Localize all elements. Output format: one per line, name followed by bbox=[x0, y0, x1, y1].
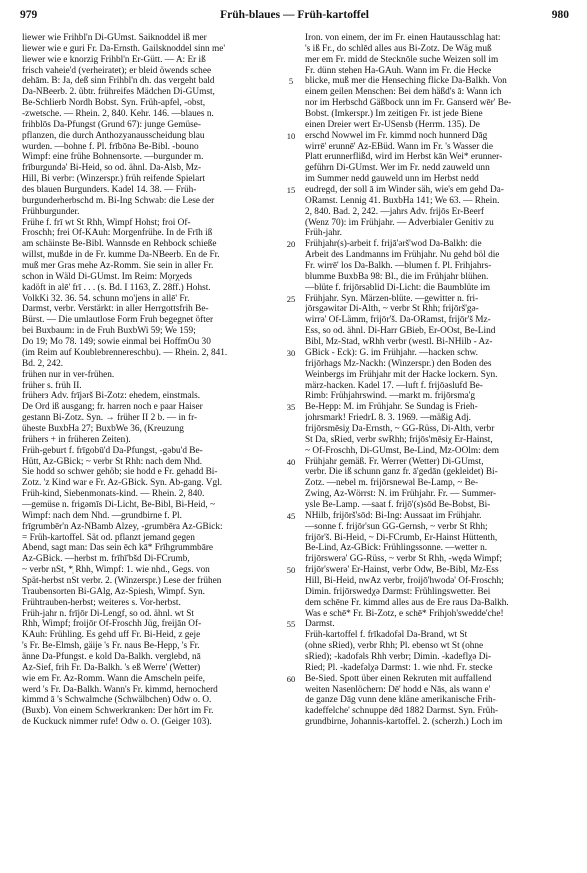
text-line: Be-Hepp: M. im Frühjahr. Se Sundag is Frieh- bbox=[305, 402, 478, 413]
text-line: verbr. Die iß schunn ganz fr. ā'gedān (gekleidet) Bi- bbox=[305, 467, 498, 478]
text-line: Az-Sief, frih Fr. Da-Balkh. 's eß Werre' (Wetter) bbox=[22, 662, 201, 673]
text-line: Abend, sagt man: Das sein ēch kā* Frīhgrummbāre bbox=[22, 543, 214, 554]
text-line: am schäinste Be-Bibl. Wannsde en Rehbock schieße bbox=[22, 239, 217, 250]
text-line: Traubensorten Bi-GAlg, Az-Spiesh, Wimpf. Syn. bbox=[22, 586, 205, 597]
text-line: (ohne sRied), verbr Rhh; Pl. ebenso wt St (ohne bbox=[305, 641, 484, 652]
text-line: Bobst. (Imkerspr.) Im zeitigen Fr. ist jede Biene bbox=[305, 109, 483, 120]
text-line: de ganze Dāg vunn dene kläne amerikanische Frih- bbox=[305, 695, 496, 706]
text-line: frijōr'š. Bi-Heid, ~ Di-FCrumb, Er-Hainst Hüttenth, bbox=[305, 532, 498, 543]
text-line: wie em Fr. Az-Romm. Wann die Amscheln peife, bbox=[22, 673, 205, 684]
text-line: Fr. wirrē' los Da-Balkh. —blumen f. Pl. Frihjahrs- bbox=[305, 261, 492, 272]
text-line: erschd Nowwel im Fr. kimmd noch hunnerd Dāg bbox=[305, 130, 488, 141]
text-line: Az-GBick. —herbst m. frīhī'bšd Di-FCrumb, bbox=[22, 554, 190, 565]
left-column bbox=[22, 33, 286, 728]
text-line: Be-Schlierb Nordh Bobst. Syn. Früh-apfel, -obst, bbox=[22, 98, 206, 109]
text-line: eudregd, der soll ā im Winder säh, wie's em gehd Da- bbox=[305, 185, 504, 196]
text-line: Früh-kind, Siebenmonats-kind. — Rhein. 2, 840. bbox=[22, 489, 205, 500]
text-line: Fr. dünn stehen Ha-GAuh. Wann im Fr. die Hecke bbox=[305, 65, 492, 76]
text-line: frihblōs Da-Pfungst (Grund 67): junge Gemüse- bbox=[22, 119, 201, 130]
text-line: bei Buxbaum: in de Fruh BuxbWi 59; We 159; bbox=[22, 326, 196, 337]
line-number: 30 bbox=[286, 347, 296, 358]
text-line: Früh-geburt f. frīgobū'd Da-Pfungst, -gəbu'd Be- bbox=[22, 445, 203, 456]
text-line: Weinbergs im Frühjahr mit der Hacke lockern. Syn. bbox=[305, 369, 498, 380]
text-line: Darmst, verbr. Verstärkt: in aller Herrgottsfrih Be- bbox=[22, 304, 209, 315]
text-line: kadöft in alē' frī . . . (s. Bd. I 1163, Z. 28ff.) Hohst. bbox=[22, 282, 211, 293]
text-line: wurden. —bohne f. Pl. frībōnə Be-Bibl. -bouno bbox=[22, 141, 199, 152]
text-line: Spät-herbst nSt verbr. 2. (Winzerspr.) Lese der frühen bbox=[22, 575, 222, 586]
text-line: pflanzen, die durch Anthozyanausscheidung blau bbox=[22, 130, 205, 141]
text-line: Frühjahr. Syn. Märzen-blüte. —gewitter n. fri- bbox=[305, 293, 479, 304]
text-line: KAuh: Frühling. Es gehd uff Fr. Bi-Heid, z geje bbox=[22, 630, 201, 641]
line-number: 35 bbox=[286, 402, 296, 413]
text-line: —blüte f. frijōrsəblid Di-Licht: die Baumblüte im bbox=[305, 282, 491, 293]
text-line: frijōrsmēsiχ Da-Ernsth, ~ GG-Rüss, Di-Alth, verbr bbox=[305, 423, 495, 434]
text-line: frīgrumbēr'n Az-NBamb Alzey, -grumbēra Az-GBick: bbox=[22, 521, 223, 532]
text-line: frijōr'swerə' Er-Hainst, verbr Odw, Be-Bibl, Mz-Ess bbox=[305, 565, 499, 576]
text-line: kadeffelche' schnuppe dēd 1882 Darmst. Syn. Früh- bbox=[305, 706, 499, 717]
text-line: schon in Wäld Di-GUmst. Im Reim: Mọrχeds bbox=[22, 271, 192, 282]
text-line: einen Dreier wert Er-USensb (Herrm. 135). De bbox=[305, 119, 480, 130]
text-line: frīburgundə' Bi-Heid, so od. ähnl. Da-Alsb, Mz- bbox=[22, 163, 202, 174]
text-line: Frühtrauben-herbst; weiteres s. Vor-herbst. bbox=[22, 597, 181, 608]
text-line: GBick - Eck): G. im Frühjahr. —hacken schw. bbox=[305, 347, 478, 358]
text-line: üheste BuxbHa 27; BuxbWe 36, (Kreuzung bbox=[22, 423, 184, 434]
text-line: Frühjahr gemäß. Fr. Werrer (Wetter) Di-GUmst, bbox=[305, 456, 484, 467]
text-line: ysle Be-Lamp. —saat f. frijō'(s)sōd Be-Bobst, Bi- bbox=[305, 499, 491, 510]
page-header bbox=[20, 9, 569, 25]
running-title: Früh-blaues — Früh-kartoffel bbox=[220, 9, 369, 21]
text-line: Froschh; frei Of-KAuh: Morgenfrühe. In de Frīh iß bbox=[22, 228, 213, 239]
text-line: (Buxb). Von einem Schwerkranken: Der hōrt im Fr. bbox=[22, 706, 214, 717]
text-line: muß mer Gras mehe Az-Romm. Sie sein in aller Fr. bbox=[22, 261, 214, 272]
text-line: 's Fr. Be-Elmsh, gäije 's Fr. naus Be-Hepp, 's Fr. bbox=[22, 641, 200, 652]
text-line: ORamst. Lennig 41. BuxbHa 141; We 63. — Rhein. bbox=[305, 195, 500, 206]
text-line: Hütt, Az-GBick; ~ verbr St Rhh: nach dem Nhd. bbox=[22, 456, 203, 467]
text-line: VolkKi 32. 36. 54. schunn mo'jens in allē' Fr. bbox=[22, 293, 190, 304]
text-line: mer em Fr. midd de Stecknōle suche Weizen soll im bbox=[305, 54, 499, 65]
text-line: änne Da-Pfungst. e kold Da-Balkh. verglebd, nā bbox=[22, 651, 201, 662]
text-line: Sie hodd so schwer gehöb; sie hodd e Fr. gehadd Bi- bbox=[22, 467, 218, 478]
text-line: Zwing, Az-Wörrst: N. im Frühjahr. Fr. — Summer- bbox=[305, 489, 497, 500]
text-line: Hill, Bi verbr: (Winzerspr.) früh reifende Spielart bbox=[22, 174, 205, 185]
line-number: 55 bbox=[286, 619, 296, 630]
text-line: Iron. von einem, der im Fr. einen Hautausschlag hat: bbox=[305, 33, 501, 43]
text-line: johrsmark! FriedrL 8. 3. 1969. —mäßig Adj. bbox=[305, 413, 471, 424]
text-line: ~ Of-Froschh, Di-GUmst, Be-Lind, Mz-OOlm: dem bbox=[305, 445, 500, 456]
text-line: Frühe f. frī wt St Rhh, Wimpf Hohst; froi Of- bbox=[22, 217, 191, 228]
text-line: frijōrswerə' GG-Rüss, ~ verbr St Rhh, -wędə Wimpf; bbox=[305, 554, 502, 565]
text-line: wirrə' Of-Lämm, frijōr'š. Da-ORamst, frijōr'š Mz- bbox=[305, 315, 491, 326]
text-line: Bd. 2, 242. bbox=[22, 358, 64, 369]
text-line: kimmd ā 's Schwalmche (Schwälbchen) Odw o. O. bbox=[22, 695, 212, 706]
text-line: Ess, so od. ähnl. Di-Harr GBieb, Er-OOst, Be-Lind bbox=[305, 326, 496, 337]
line-number: 5 bbox=[288, 76, 294, 87]
text-line: Do 19; Mo 78. 149; sowie einmal bei HoffmOu 30 bbox=[22, 337, 211, 348]
text-line: Zotz. —nebel m. frijōrsnewəl Be-Lamp, ~ Be- bbox=[305, 478, 479, 489]
text-line: 2, 840. Bad. 2, 242. —jahrs Adv. frijōs Er-Beerf bbox=[305, 206, 484, 217]
text-line: -zwetsche. — Rhein. 2, 840. Kehr. 146. —blaues n. bbox=[22, 109, 214, 120]
text-line: geführn Di-GUmst. Wer im Fr. nedd zauweld unn bbox=[305, 163, 490, 174]
text-line: Darmst. bbox=[305, 619, 335, 630]
text-line: —gemüse n. frigəmīs Di-Licht, Be-Bibl, Bi-Heid, ~ bbox=[22, 499, 216, 510]
text-line: frühen nur in ver-frühen. bbox=[22, 369, 115, 380]
text-line: liewer wie e guri Fr. Da-Ernsth. Gailsknoddel sinn me' bbox=[22, 43, 226, 54]
page-number-right: 980 bbox=[551, 9, 569, 21]
text-line: Wimpf: nach dem Nhd. —grundbirne f. Pl. bbox=[22, 510, 182, 521]
text-line: blumme BuxbBa 98: Bl., die im Frühjahr blühen. bbox=[305, 271, 489, 282]
text-line: de Kuckuck nimmer rufe! Odw o. O. (Geiger 103). bbox=[22, 717, 212, 728]
text-line: Was e schē* Fr. Bi-Zotz, e schē* Frihjoh'swedde'che! bbox=[305, 608, 504, 619]
text-line: einem geilen Menschen: Bei dem häßd's ā: Wann ich bbox=[305, 87, 502, 98]
line-number: 50 bbox=[286, 565, 296, 576]
text-line: sRied); -kadofəls Rhh verbr; Dimin. -kadeḟlχə Di- bbox=[305, 651, 492, 662]
text-line: grundbirne, Johannis-kartoffel. 2. (scherzh.) Loch im bbox=[305, 717, 503, 728]
line-number: 60 bbox=[286, 673, 296, 684]
text-line: burgunderherbschd m. Bi-Ing Schwab: die Lese der bbox=[22, 195, 215, 206]
text-line: Hill, Bi-Heid, nwAz verbr, froijō'hwodə' Of-Froschh; bbox=[305, 575, 504, 586]
text-line: Bürst. — Die umlautlose Form Fruh begegnet öfter bbox=[22, 315, 214, 326]
text-line: Wimpf: eine frühe Bohnensorte. —burgunder m. bbox=[22, 152, 204, 163]
text-line: dem schēne Fr. kimmd alles aus de Ēre raus Da-Balkh. bbox=[305, 597, 509, 608]
text-line: frisch vaheie'd (verheiratet); er bleid öwends schee bbox=[22, 65, 212, 76]
text-line: Rhh, Wimpf; froijōr Of-Froschh Jüg, freijān Of- bbox=[22, 619, 202, 630]
text-line: (Wenz 70): im Frühjahr. — Adverbialer Genitiv zu bbox=[305, 217, 494, 228]
text-line: dehām. B: Ja, deß sinn Frihbl'n dh. das vergeht bald bbox=[22, 76, 215, 87]
text-line: De Ord iß ausgang; fr. harren noch e paar Haiser bbox=[22, 402, 203, 413]
text-line: früher s. früh II. bbox=[22, 380, 82, 391]
right-column bbox=[305, 33, 570, 728]
text-line: früherз Adv. frījərš Bi-Zotz: ehedem, einstmals. bbox=[22, 391, 201, 402]
text-line: nor im Herbschd Gäßbock unn im Fr. Ganserd wēr' Be- bbox=[305, 98, 512, 109]
text-line: Früh-kartoffel f. frīkadofəl Da-Brand, wt St bbox=[305, 630, 468, 641]
text-line: liewer wie Frihbl'n Di-GUmst. Saiknoddel iß mer bbox=[22, 33, 207, 43]
text-line: Be-Sied. Spott über einen Rekruten mit auffallend bbox=[305, 673, 492, 684]
text-line: Arbeit des Landmanns im Frühjahr. Nu gehd böl die bbox=[305, 250, 500, 261]
text-line: des blauen Burgunders. Kadel 14. 38. — Früh- bbox=[22, 185, 197, 196]
text-line: Be-Lind, Az-GBick: Frühlingssonne. —wetter n. bbox=[305, 543, 488, 554]
text-line: (im Reim auf Koublebrennereschbu). — Rhein. 2, 841. bbox=[22, 347, 228, 358]
text-line: NHilb, frijōrš'sōd: Bi-Ing: Aussaat im Frühjahr. bbox=[305, 510, 482, 521]
text-line: liewer wie e knorzig Frihbl'n Er-Gütt. — A: Er iß bbox=[22, 54, 206, 65]
text-line: —sonne f. frijōr'sun GG-Gernsh, ~ verbr St Rhh; bbox=[305, 521, 488, 532]
text-line: weiten Nasenlöchern: Dē' hodd e Nās, als wann e' bbox=[305, 684, 491, 695]
page-number-left: 979 bbox=[20, 9, 38, 21]
line-number: 40 bbox=[286, 456, 296, 467]
text-line: ~ verbr nSt, *̣ Rhh, Wimpf: 1. wie nhd., Gegs. von bbox=[22, 565, 210, 576]
text-line: gestann Bi-Zotz. Syn. → früher II 2 b. — in fr- bbox=[22, 413, 198, 424]
text-line: Zotz. 'z Kind war e Fr. Az-GBick. Syn. Ab-gang. Vgl. bbox=[22, 478, 223, 489]
text-line: Platt erunnerflißd, wird im Herbst kān Wei* erunner- bbox=[305, 152, 503, 163]
text-line: Dimin. frijōrswedχə Darmst: Frühlingswetter. Bei bbox=[305, 586, 491, 597]
text-line: frühers + in früheren Zeiten). bbox=[22, 434, 131, 445]
text-line: wirrē' erunnē' Az-EBüd. Wann im Fr. 's Wasser die bbox=[305, 141, 494, 152]
text-line: willst, mußde in de Fr. kumme Da-NBeerb. En de Fr. bbox=[22, 250, 220, 261]
text-line: Frühburgunder. bbox=[22, 206, 80, 217]
text-line: Ried; Pl. -kadeḟəlχə Darmst: 1. wie nhd. Fr. stecke bbox=[305, 662, 493, 673]
text-line: Früh-jahr n. frījōr Di-Lengf, so od. ähnl. wt St bbox=[22, 608, 194, 619]
text-line: frijōrhags Mz-Nackh: (Winzerspr.) den Boden des bbox=[305, 358, 492, 369]
text-line: Frühjahr(s)-arbeit f. frijā'ərš'wod Da-Balkh: die bbox=[305, 239, 482, 250]
text-line: Da-NBeerb. 2. übtr. frühreifes Mädchen Di-GUmst, bbox=[22, 87, 215, 98]
text-line: im Summer nedd gauweld unn im Herbst nedd bbox=[305, 174, 479, 185]
line-number: 45 bbox=[286, 510, 296, 521]
text-line: werd 's Fr. Da-Balkh. Wann's Fr. kimmd, hernocherd bbox=[22, 684, 218, 695]
text-line: jōrsgəwitər Di-Alth, ~ verbr St Rhh; frijōrš'gə- bbox=[305, 304, 479, 315]
text-line: = Früh-kartoffel. Sät od. pflanzt jemand gegen bbox=[22, 532, 195, 543]
text-line: 's iß Fr., do schlēd alles aus Bi-Zotz. De Wäg muß bbox=[305, 43, 492, 54]
line-number: 20 bbox=[286, 239, 296, 250]
line-number: 25 bbox=[286, 293, 296, 304]
text-line: blicke, muß mer die Henseching flicke Da-Balkh. Von bbox=[305, 76, 507, 87]
text-line: St Da, sRied, verbr swRhh; frijōs'mēsiχ Er-Hainst, bbox=[305, 434, 493, 445]
line-number: 15 bbox=[286, 185, 296, 196]
text-line: Rimb: Frühjahrswind. —markt m. frijōrsma'g bbox=[305, 391, 476, 402]
text-line: Bibl, Mz-Stad, wRhh verbr (westl. Bi-NHilb - Az- bbox=[305, 337, 493, 348]
line-number: 10 bbox=[286, 130, 296, 141]
text-line: märz-hacken. Kadel 17. —luft f. frijōəsluḟd Be- bbox=[305, 380, 483, 391]
text-line: Früh-jahr. bbox=[305, 228, 342, 239]
